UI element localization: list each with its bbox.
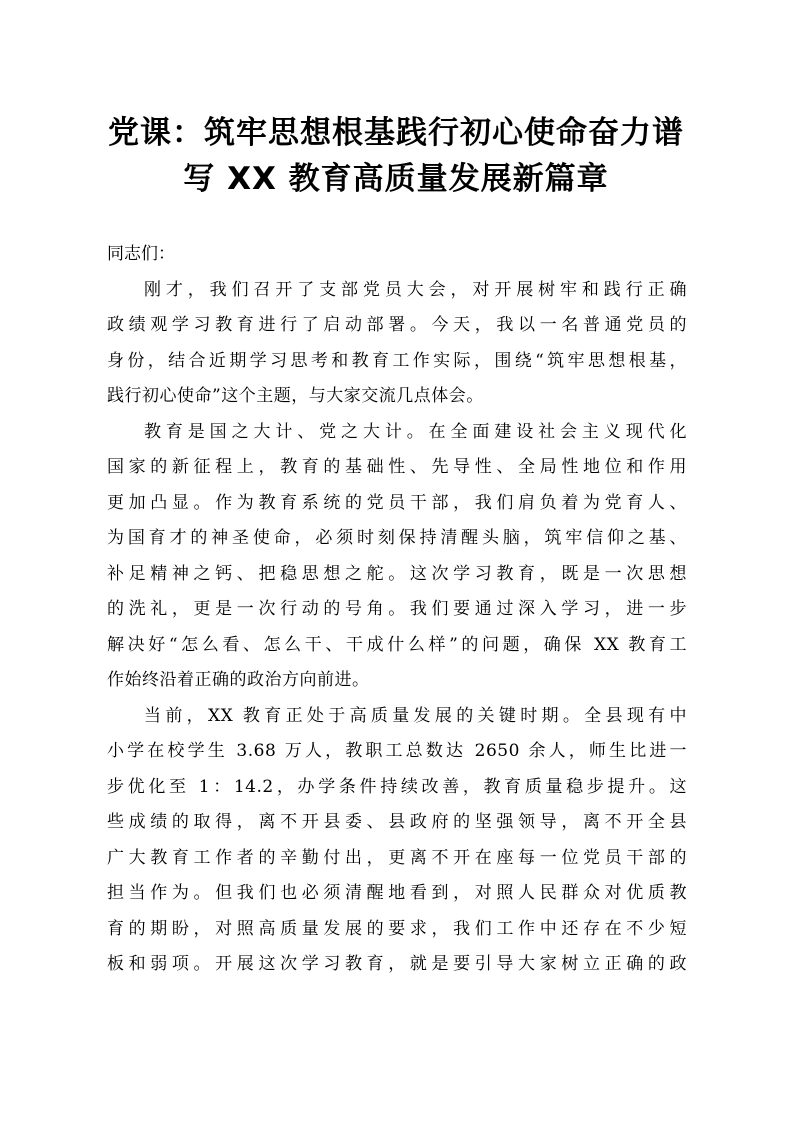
document-body [107,237,687,983]
paragraph-line: 的洗礼，更是一次行动的号角。我们要通过深入学习，进一步 [107,599,687,619]
title-line-1: 党课：筑牢思想根基践行初心使命奋力谱 [108,115,684,151]
paragraph-1 [107,273,687,415]
paragraph-line: 为国育才的神圣使命，必须时刻保持清醒头脑，筑牢信仰之基、 [107,528,687,548]
title-line-2: 写 XX 教育高质量发展新篇章 [183,161,609,197]
paragraph-line: 教育是国之大计、党之大计。在全面建设社会主义现代化 [144,421,687,442]
paragraph-2 [107,415,687,699]
paragraph-line: 育的期盼，对照高质量发展的要求，我们工作中还存在不少短 [107,918,687,939]
paragraph-3 [107,699,687,983]
paragraph-line: 当前，XX 教育正处于高质量发展的关键时期。全县现有中 [144,705,687,726]
paragraph-line: 补足精神之钙、把稳思想之舵。这次学习教育，既是一次思想 [107,563,687,584]
paragraph-line: 政绩观学习教育进行了启动部署。今天，我以一名普通党员的 [107,315,687,335]
paragraph-line: 广大教育工作者的辛勤付出，更离不开在座每一位党员干部的 [107,847,687,868]
paragraph-line: 更加凸显。作为教育系统的党员干部，我们肩负着为党育人、 [107,492,687,513]
paragraph-line: 作始终沿着正确的政治方向前进。 [107,670,370,690]
paragraph-line: 些成绩的取得，离不开县委、县政府的坚强领导，离不开全县 [107,812,687,832]
paragraph-line: 步优化至 1：14.2，办学条件持续改善，教育质量稳步提升。这 [107,776,687,797]
paragraph-line: 小学在校学生 3.68 万人，教职工总数达 2650 余人，师生比进一 [107,741,687,761]
paragraph-line: 刚才，我们召开了支部党员大会，对开展树牢和践行正确 [144,279,687,300]
document-title [96,110,696,202]
paragraph-line: 板和弱项。开展这次学习教育，就是要引导大家树立正确的政 [107,954,687,974]
paragraph-line: 国家的新征程上，教育的基础性、先导性、全局性地位和作用 [107,457,687,477]
paragraph-line: 解决好“怎么看、怎么干、干成什么样”的问题，确保 XX 教育工 [107,634,687,655]
salutation: 同志们： [107,244,175,264]
paragraph-line: 践行初心使命”这个主题，与大家交流几点体会。 [107,386,484,406]
paragraph-line: 担当作为。但我们也必须清醒地看到，对照人民群众对优质教 [107,883,687,903]
paragraph-line: 身份，结合近期学习思考和教育工作实际，围绕“筑牢思想根基， [107,350,687,371]
